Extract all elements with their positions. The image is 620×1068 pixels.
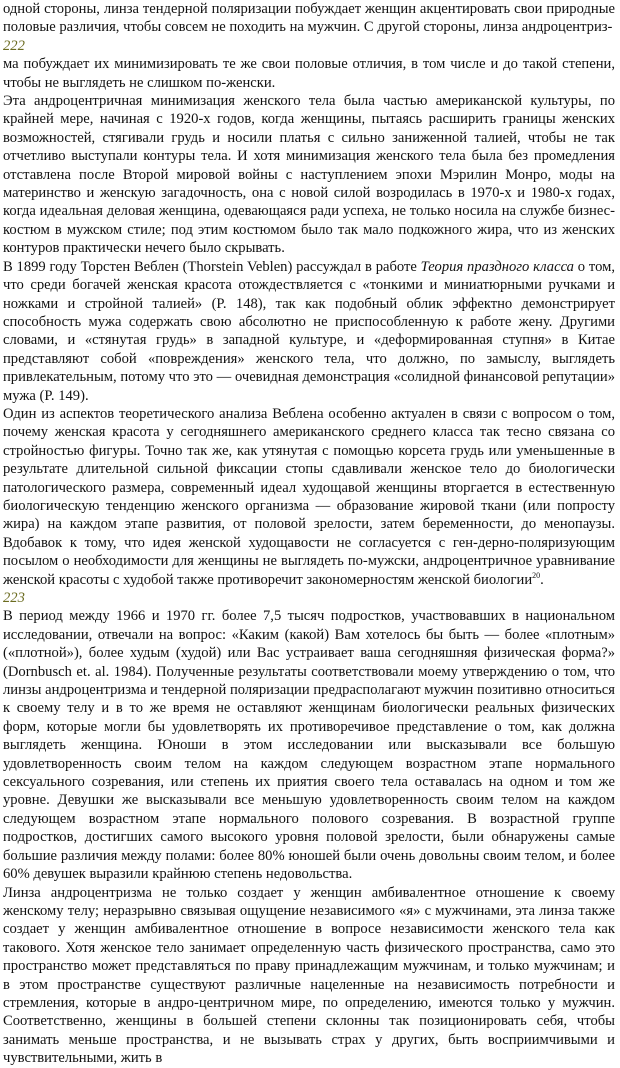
page-number-222: 222 <box>3 37 25 54</box>
paragraph-0a: одной стороны, линза тендерной поляризации побуждает женщин акцентировать свои природные половые различия, чтобы совсем не походить на мужчин. С другой стороны, линза андроцентриз- <box>3 1 615 36</box>
paragraph-veblen <box>3 258 615 405</box>
paragraph-androcentrism: Линза андроцентризма не только создает у женщин амбивалентное отношение к своему женскому телу; неразрывно связывая ощущение независимого «я» с мужчинами, эта линза также создает у женщин амбивалентное отношение в вопросе независимости женского тела как такового. Хотя женское тело занимает определенную часть физического пространства, само это пространство может представляться по праву принадлежащим мужчинам, и только мужчинам; и в этом пространстве существуют различные нацеленные на независимость потребности и стремления, которые в андро-центричном мире, по определению, имеются только у мужчин. Соответственно, женщины в большей степени склонны так позиционировать себя, чтобы занимать меньше пространства, и не вызывать страх у других, быть восприимчивыми и чувствительными, жить в <box>3 884 615 1067</box>
paragraph-study: В период между 1966 и 1970 гг. более 7,5 тысяч подростков, участвовавших в национальном исследовании, отвечали на вопрос: «Каким (какой) Вам хотелось бы быть — более «плотным» («плотной»), более худым (худой) или Вас устраивает ваша сегодняшняя физическая форма?» (Dornbusch et. al. 1984). Полученные результаты соответствовали моему утверждению о том, что линзы андроцентризма и тендерной поляризации предрасполагают мужчин позитивно относиться к своему телу и в то же время не оставляют женщинам биологически реальных физических форм, которые могли бы удовлетворять их противоречивое представление о том, как должна выглядеть женщина. Юноши в этом исследовании или высказывали все большую удовлетворенность своим телом на каждом следующем возрастном этапе нормального сексуального созревания, или степень их приятия своего тела оставалась на одном и том же уровне. Девушки же высказывали все меньшую удовлетворенность своим телом на каждом следующем возрастном этапе нормального полового созревания. В возрастной группе подростков, достигших самого высокого уровня половой зрелости, были обнаружены самые большие различия между полами: более 80% юношей были очень довольны своим телом, и более 60% девушек выразили крайнюю степень недовольства. <box>3 608 615 883</box>
page-number-223: 223 <box>3 590 25 606</box>
veblen-text-before: В 1899 году Торстен Веблен (Thorstein Veblen) рассуждал в работе <box>3 258 421 275</box>
footnote-marker[interactable]: 20 <box>532 570 541 580</box>
analysis-end: . <box>540 571 544 588</box>
paragraph-0b: ма побуждает их минимизировать те же свои половые отличия, в том числе и до такой степени, чтобы не выглядеть не слишком по-женски. <box>3 56 615 91</box>
book-title: Теория праздного класса <box>420 258 574 275</box>
paragraph-veblen-analysis <box>3 405 615 589</box>
analysis-text: Один из аспектов теоретического анализа Веблена особенно актуален в связи с вопросом о том, почему женская красота у сегодняшнего американского среднего класса так тесно связана со стройностью фигуры. Точно так же, как утянутая с помощью корсета грудь или уменьшенные в результате длительной сильной фиксации стопы сдавливали женское тело до биологически патологического размера, современный идеал худощавой женщины вторгается в естественную биологическую тенденцию женского организма — образование жировой ткани (или попросту жира) на каждом этапе развития, от половой зрелости, затем беременности, до менопаузы. Вдобавок к тому, что идея женской худощавости не согласуется с ген-дерно-поляризующим посылом о необходимости для женщины не выглядеть по-мужски, андроцентричное уравнивание женской красоты с худобой также противоречит закономерностям женской биологии <box>3 405 615 588</box>
veblen-text-after: о том, что среди богачей женская красота отождествляется с «тонкими и миниатюрными ручками и ножками и стройной талией» (P. 148), так как подобный облик эффектно демонстрирует способность мужа содержать свою абсолютно не приспособленную к работе жену. Другими словами, и «стянутая грудь» в западной культуре, и «деформированная ступня» в Китае представляют собой «повреждения» женского тела, что должно, по замыслу, выглядеть привлекательным, потому что это — очевидная демонстрация «солидной финансовой репутации» мужа (P. 149). <box>3 258 615 404</box>
paragraph-minimization: Эта андроцентричная минимизация женского тела была частью американской культуры, по крайней мере, начиная с 1920-х годов, когда женщины, пытаясь расширить границы женских возможностей, стягивали грудь и носили платья с сильно заниженной талией, чтобы не так отчетливо выступали контуры тела. И хотя минимизация женского тела была без промедления отставлена после Второй мировой войны с наступлением эпохи Мэрилин Монро, моды на материнство и женскую загадочность, она с новой силой возродилась в 1970-х и 1980-х годах, когда идеальная деловая женщина, одевающаяся ради успеха, не только носила на службе бизнес-костюм в мужском стиле; под этим костюмом было так мало подкожного жира, что из женских контуров практически нечего было скрывать. <box>3 93 615 257</box>
document-page <box>3 0 615 1068</box>
